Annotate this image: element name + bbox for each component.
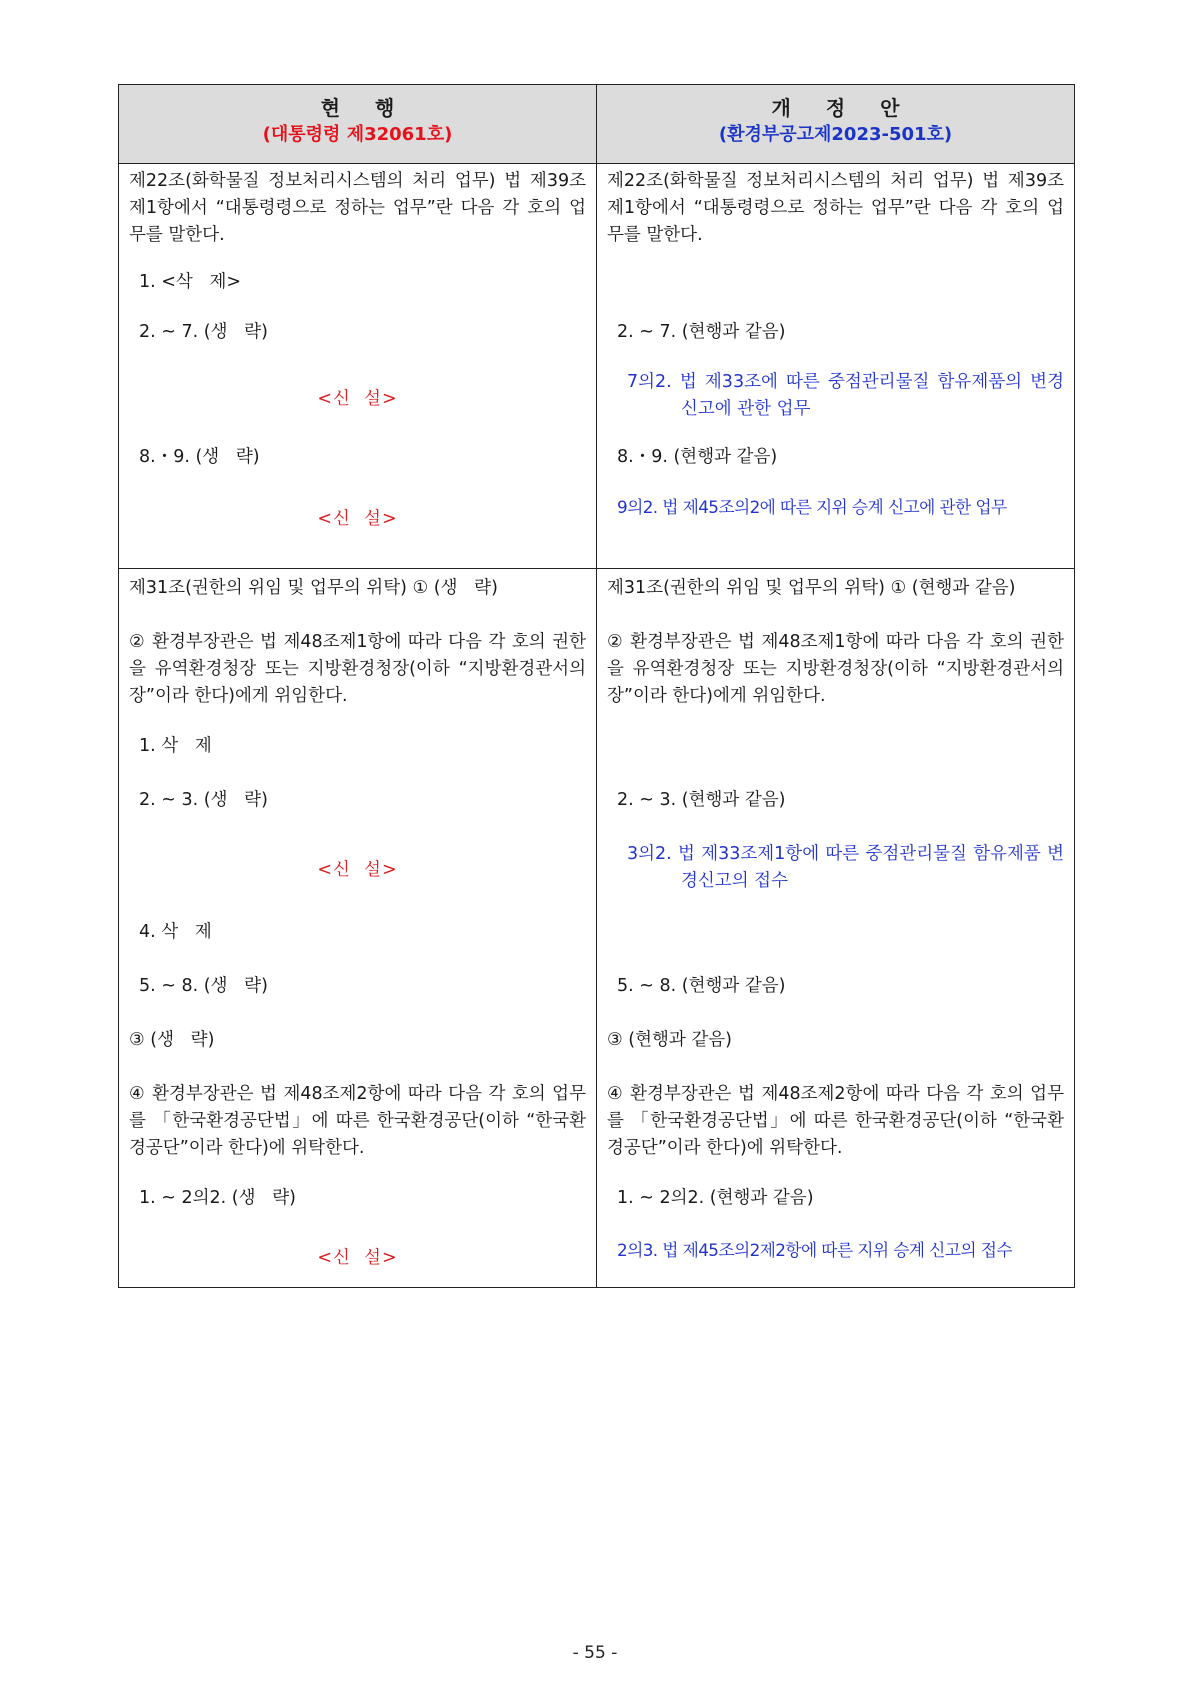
paragraph-2: ② 환경부장관은 법 제48조제1항에 따라 다음 각 호의 권한을 유역환경청장 또는 지방환경청장(이하 “지방환경관서의 장”이라 한다)에게 위임한다. — [129, 632, 592, 706]
item-5-8: 5. ~ 8. (현행과 같음) — [617, 976, 786, 996]
new-provision-placeholder: <신 설> — [317, 1248, 398, 1268]
article-22-row — [119, 164, 1075, 569]
new-item-7-2: 7의2. 법 제33조에 따른 중점관리물질 함유제품의 변경신고에 관한 업무 — [627, 372, 1064, 419]
item-2-7: 2. ~ 7. (생 략) — [139, 322, 268, 342]
paragraph-4: ④ 환경부장관은 법 제48조제2항에 따라 다음 각 호의 업무를 「한국환경공단법」에 따른 한국환경공단(이하 “한국환경공단”이라 한다)에 위탁한다. — [129, 1084, 586, 1158]
new-item-3-2: 3의2. 법 제33조제1항에 따른 중점관리물질 함유제품 변경신고의 접수 — [627, 844, 1064, 891]
item-4: 4. 삭 제 — [139, 922, 212, 942]
paragraph-3: ③ (현행과 같음) — [607, 1030, 732, 1050]
article-22-current — [119, 164, 597, 569]
header-row — [119, 85, 1075, 164]
new-item-9-2: 9의2. 법 제45조의2에 따른 지위 승계 신고에 관한 업무 — [617, 497, 1007, 517]
item-8-9: 8.・9. (생 략) — [139, 447, 260, 467]
new-provision-placeholder: <신 설> — [317, 389, 398, 409]
current-law-title: 현 행 — [320, 96, 409, 120]
item-8-9: 8.・9. (현행과 같음) — [617, 447, 778, 467]
paragraph-2: ② 환경부장관은 법 제48조제1항에 따라 다음 각 호의 권한을 유역환경청장 또는 지방환경청장(이하 “지방환경관서의 장”이라 한다)에게 위임한다. — [607, 632, 1070, 706]
item-1: 1. <삭 제> — [139, 272, 242, 292]
item-1-2-2: 1. ~ 2의2. (생 략) — [139, 1188, 296, 1208]
new-provision-placeholder: <신 설> — [317, 509, 398, 529]
item-1-2-2: 1. ~ 2의2. (현행과 같음) — [617, 1188, 814, 1208]
item-2-3: 2. ~ 3. (현행과 같음) — [617, 790, 786, 810]
item-5-8: 5. ~ 8. (생 략) — [139, 976, 268, 996]
article-31-row — [119, 569, 1075, 1288]
page-number: - 55 - — [572, 1643, 618, 1663]
amendment-header — [597, 85, 1075, 164]
article-22-text: 제22조(화학물질 정보처리시스템의 처리 업무) 법 제39조제1항에서 “대통령령으로 정하는 업무”란 다음 각 호의 업무를 말한다. — [129, 171, 586, 245]
article-31-amended — [597, 569, 1075, 1288]
current-law-number: (대통령령 제32061호) — [262, 124, 453, 145]
item-2-3: 2. ~ 3. (생 략) — [139, 790, 268, 810]
new-item-2-3: 2의3. 법 제45조의2제2항에 따른 지위 승계 신고의 접수 — [617, 1240, 1012, 1260]
new-provision-placeholder: <신 설> — [317, 860, 398, 880]
article-22-amended — [597, 164, 1075, 569]
paragraph-4: ④ 환경부장관은 법 제48조제2항에 따라 다음 각 호의 업무를 「한국환경공단법」에 따른 한국환경공단(이하 “한국환경공단”이라 한다)에 위탁한다. — [607, 1084, 1064, 1158]
item-1: 1. 삭 제 — [139, 736, 212, 756]
current-law-header — [119, 85, 597, 164]
article-22-text: 제22조(화학물질 정보처리시스템의 처리 업무) 법 제39조제1항에서 “대통령령으로 정하는 업무”란 다음 각 호의 업무를 말한다. — [607, 171, 1064, 245]
article-31-text: 제31조(권한의 위임 및 업무의 위탁) ① (생 략) — [129, 578, 498, 598]
amendment-number: (환경부공고제2023-501호) — [718, 124, 953, 145]
item-2-7: 2. ~ 7. (현행과 같음) — [617, 322, 786, 342]
comparison-table — [118, 84, 1075, 1288]
paragraph-3: ③ (생 략) — [129, 1030, 215, 1050]
amendment-title: 개 정 안 — [771, 96, 914, 120]
article-31-current — [119, 569, 597, 1288]
article-31-text: 제31조(권한의 위임 및 업무의 위탁) ① (현행과 같음) — [607, 578, 1016, 598]
